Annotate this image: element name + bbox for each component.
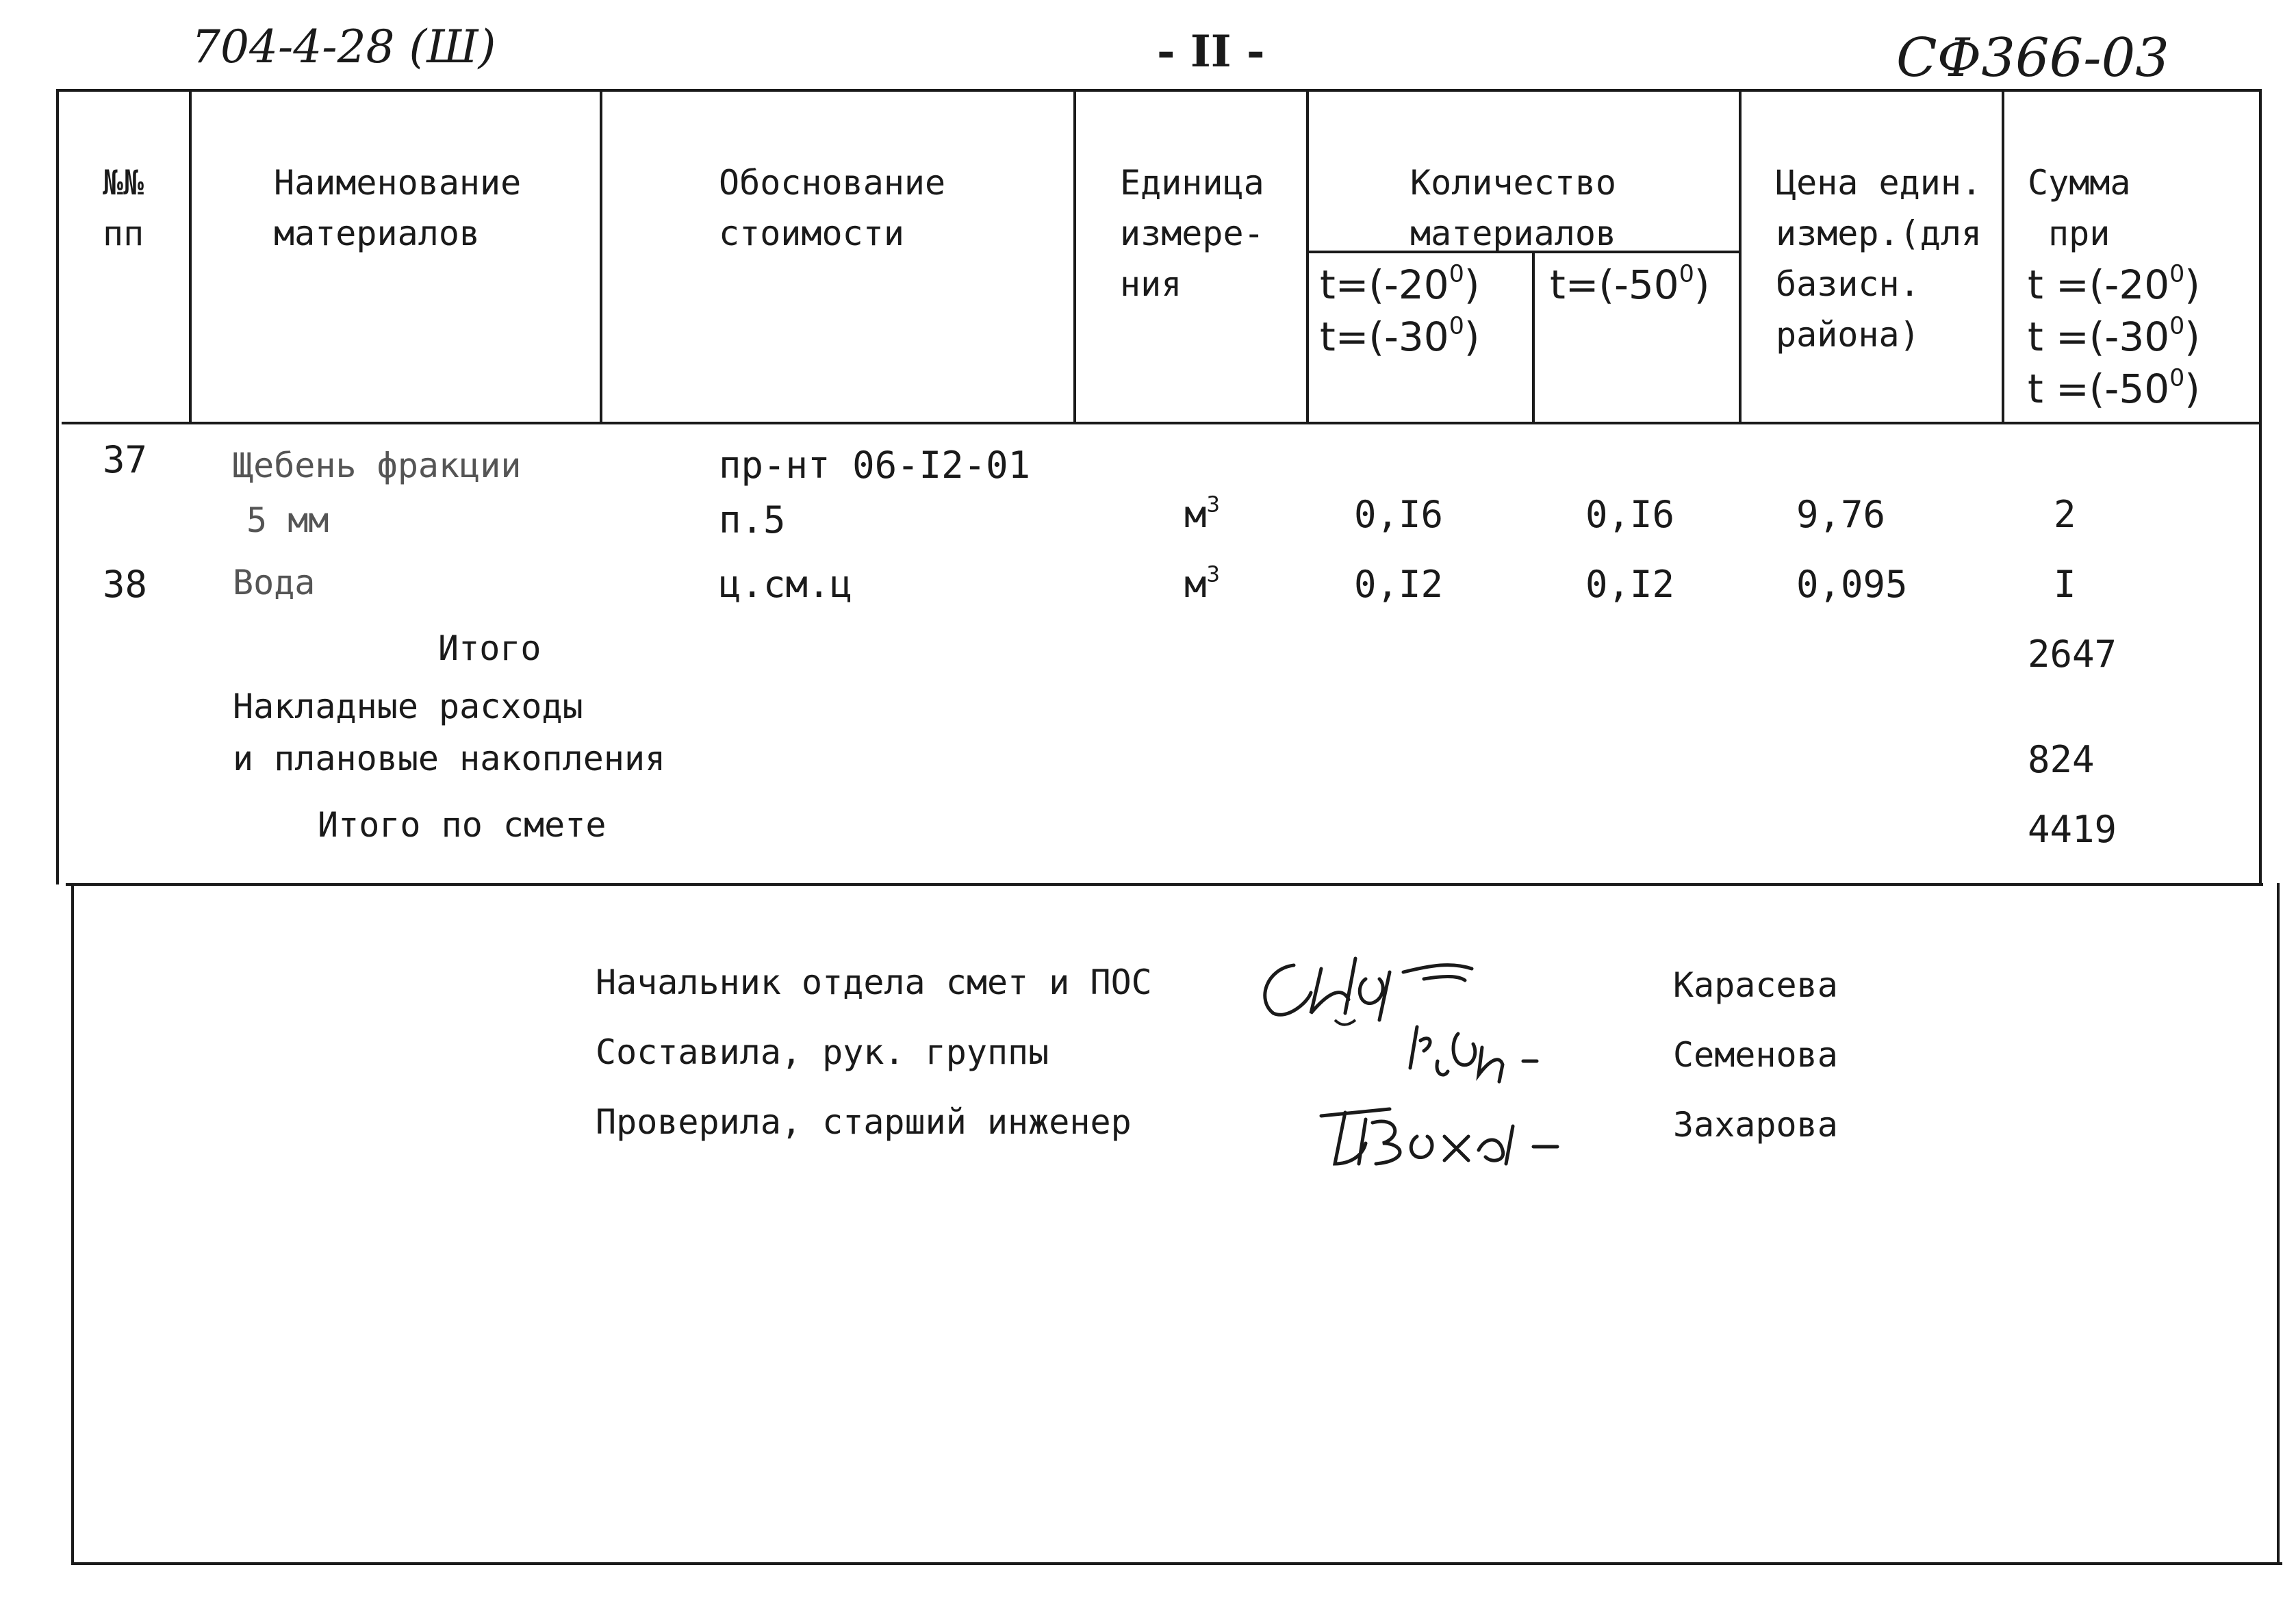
overhead-label: Накладные расходы и плановые накопления bbox=[233, 687, 666, 778]
signature-role-3: Проверила, старший инженер bbox=[596, 1102, 1132, 1142]
row-price: 0,095 bbox=[1796, 563, 1908, 606]
document-code-right: СФ366-03 bbox=[1896, 27, 2169, 89]
header-price: Цена един. измер.(для базисн. района) bbox=[1776, 163, 1982, 355]
grand-total-value: 4419 bbox=[2028, 808, 2117, 851]
row-num: 38 bbox=[103, 563, 148, 606]
itogo-value: 2647 bbox=[2028, 633, 2117, 676]
row-num: 37 bbox=[103, 438, 148, 481]
row-qty2: 0,I2 bbox=[1585, 563, 1675, 606]
row-basis: ц.см.ц bbox=[719, 563, 853, 606]
page-number: - II - bbox=[1157, 26, 1265, 77]
header-quantity-col1: $t=(-20^0)$ $t=(-30^0)$ bbox=[1320, 260, 1480, 360]
signature-role-1: Начальник отдела смет и ПОС bbox=[596, 963, 1152, 1002]
signature-name-3: Захарова bbox=[1673, 1105, 1838, 1145]
row-sum: 2 bbox=[2054, 493, 2076, 536]
row-price: 9,76 bbox=[1796, 493, 1886, 536]
document-code-left: 704-4-28 (Ш) bbox=[192, 21, 496, 73]
row-unit: $м^3$ bbox=[1184, 491, 1221, 536]
row-unit: $м^3$ bbox=[1184, 561, 1221, 606]
row-name: Щебень фракции 5 мм bbox=[233, 446, 522, 540]
header-sum: Сумма при $t =(-20^0)$ $t =(-30^0)$ $t =(-50^0)$ bbox=[2028, 163, 2200, 412]
overhead-value: 824 bbox=[2028, 738, 2095, 781]
row-qty1: 0,I2 bbox=[1354, 563, 1444, 606]
signature-role-2: Составила, рук. группы bbox=[596, 1032, 1049, 1072]
header-num: №№ пп bbox=[103, 163, 144, 253]
itogo-label: Итого bbox=[438, 628, 541, 668]
header-quantity-col2: $t=(-50^0)$ bbox=[1550, 260, 1710, 308]
signature-name-2: Семенова bbox=[1673, 1035, 1838, 1075]
signature-scribble-2 bbox=[1396, 1013, 1574, 1088]
header-quantity: Количество материалов bbox=[1410, 163, 1617, 253]
row-name: Вода bbox=[233, 563, 316, 602]
signature-name-1: Карасева bbox=[1673, 965, 1838, 1005]
header-name: Наименование материалов bbox=[274, 163, 522, 253]
signature-scribble-3 bbox=[1308, 1095, 1595, 1177]
header-unit: Единица измере- ния bbox=[1120, 163, 1264, 304]
row-qty1: 0,I6 bbox=[1354, 493, 1444, 536]
row-sum: I bbox=[2054, 563, 2076, 606]
row-basis: пр-нт 06-I2-01 п.5 bbox=[719, 444, 1031, 542]
grand-total-label: Итого по смете bbox=[318, 805, 607, 845]
row-qty2: 0,I6 bbox=[1585, 493, 1675, 536]
header-basis: Обоснование стоимости bbox=[719, 163, 946, 253]
